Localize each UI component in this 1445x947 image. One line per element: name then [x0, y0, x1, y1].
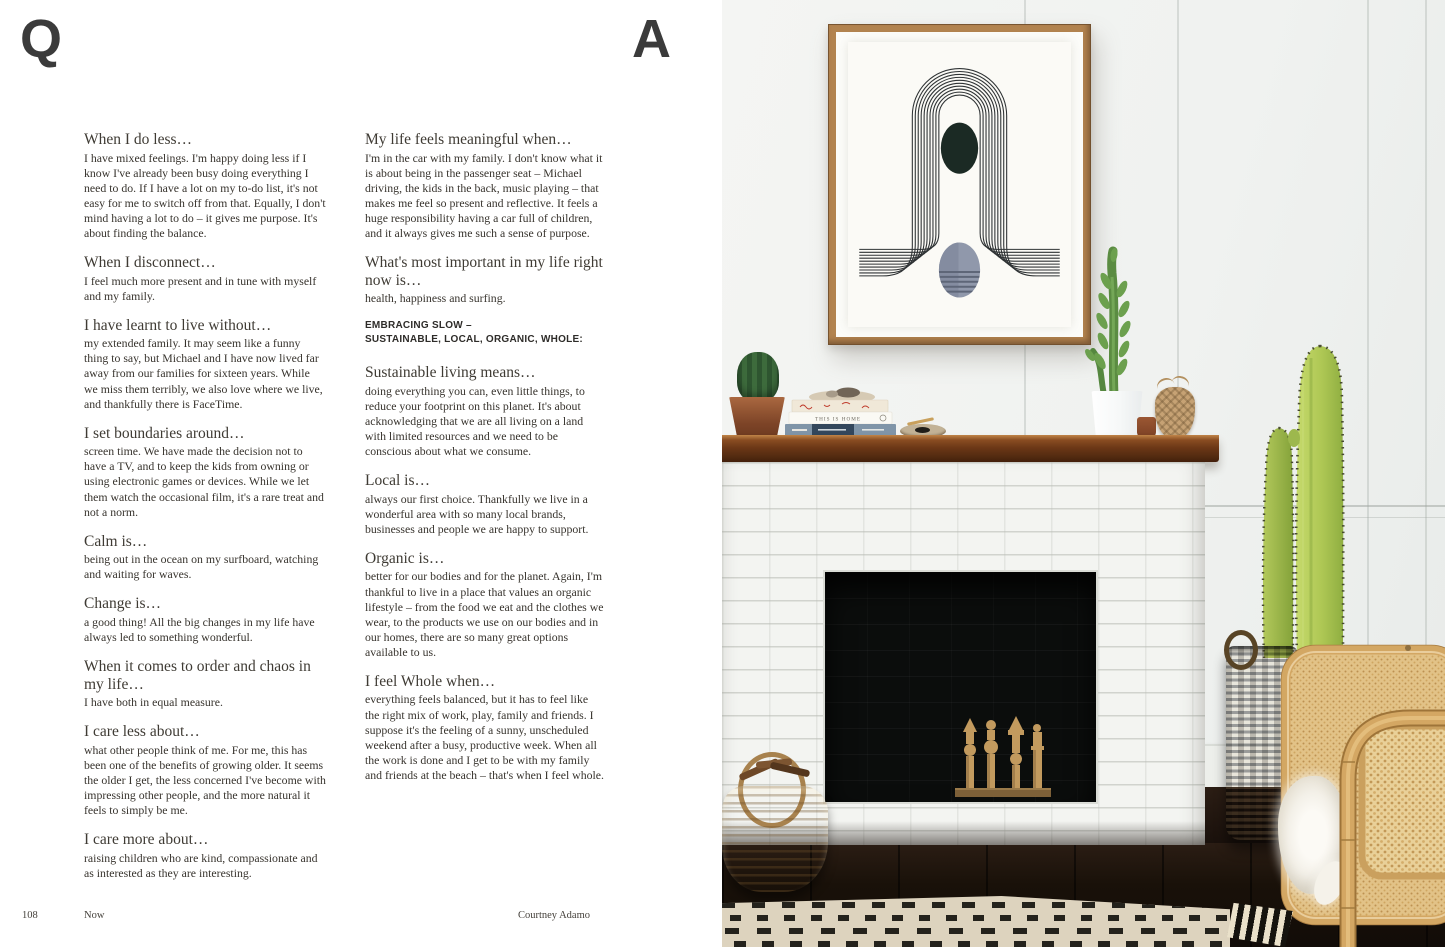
qa-item: [84, 533, 326, 583]
qa-body: I have both in equal measure.: [84, 695, 223, 710]
art-dark-oval: [941, 123, 978, 174]
qa-heading: My life feels meaningful when…: [365, 131, 572, 148]
qa-body: always our first choice. Thankfully we live in a wonderful area with so many local brands, businesses and people we are happy to support.: [365, 491, 589, 536]
section-label: [365, 319, 605, 347]
qa-body: better for our bodies and for the planet. Again, I'm thankful to live in a place that values an organic lifestyle – from the food we eat and the clothes we wear, to the products we use on our bodies and in our homes, there are so many great options available to us.: [365, 569, 604, 659]
qa-body: I have mixed feelings. I'm happy doing less if I know I've already been busy doing everything I need to do. If I have a lot on my to-do list, it's not easy for me to switch off from that. Equally, I don't mind having a lot to do – it gives me purpose. It's about finding the balance.: [84, 150, 326, 240]
qa-body: I feel much more present and in tune with myself and my family.: [84, 273, 317, 303]
qa-heading: Local is…: [365, 472, 430, 490]
book-stack-graphic: [784, 383, 898, 439]
qa-body: health, happiness and surfing.: [365, 291, 506, 306]
qa-heading: I have learnt to live without…: [84, 316, 272, 334]
qa-heading: When I disconnect…: [84, 254, 216, 272]
wall-panel-groove: [1367, 0, 1369, 648]
qa-heading: What's most important in my life right now is…: [365, 254, 603, 289]
qa-body: screen time. We have made the decision not to have a TV, and to keep the kids from owning or using electronic games or devices. While we let them watch the occasional film, it's a rare treat and not a norm.: [84, 444, 324, 519]
mantel-shelf: [722, 435, 1219, 462]
white-planter-pot: [1090, 391, 1144, 438]
rattan-chair-arm: [1278, 640, 1445, 947]
qa-body: what other people think of me. For me, this has been one of the benefits of growing older. It seems the older I get, the less concerned I've become with impressing other people, and the more natural it feels to simply be me.: [84, 742, 326, 818]
magazine-title: Now: [84, 910, 105, 921]
book-stack: [784, 383, 898, 439]
qa-item: [365, 131, 605, 241]
answer-letter: A: [632, 9, 670, 69]
qa-body: my extended family. It may seem like a funny thing to say, but Michael and I have now lived far away from our families for sixteen years. While we miss them terribly, we also love where we live, and thankfully there is FaceTime.: [84, 336, 323, 411]
firebox: [825, 572, 1096, 802]
qa-text-page: [0, 0, 722, 947]
qa-heading: I care less about…: [84, 723, 200, 741]
qa-heading: I care more about…: [84, 831, 209, 849]
qa-column-left: [84, 131, 326, 894]
qa-item: [365, 472, 605, 537]
qa-item: [365, 254, 605, 306]
incense-stick: [907, 417, 934, 426]
qa-heading: When it comes to order and chaos in my life…: [84, 658, 311, 693]
qa-body: being out in the ocean on my surfboard, watching and waiting for waves.: [84, 552, 319, 582]
author-name: Courtney Adamo: [517, 910, 590, 921]
qa-column-right: [365, 131, 605, 796]
tall-cactus: [1192, 338, 1352, 658]
art-paper: [836, 32, 1083, 337]
incense-ash: [915, 427, 930, 433]
qa-heading: Calm is…: [84, 532, 148, 550]
small-barrel-cactus: [737, 352, 779, 402]
qa-item: [365, 673, 605, 783]
light-woven-basket: [722, 786, 828, 892]
qa-item: [84, 131, 326, 241]
qa-item: [84, 317, 326, 412]
section-label-line1: EMBRACING SLOW –: [365, 320, 472, 332]
book-spine-title: THIS IS HOME: [814, 416, 862, 423]
section-label-line2: SUSTAINABLE, LOCAL, ORGANIC, WHOLE:: [365, 334, 583, 346]
qa-heading: Change is…: [84, 595, 162, 613]
euphorbia-plant: [1062, 243, 1162, 395]
qa-item: [84, 595, 326, 645]
qa-item: [365, 364, 605, 459]
qa-heading: Sustainable living means…: [365, 364, 536, 382]
qa-body: I'm in the car with my family. I don't know what it is about being in the passenger seat – Michael driving, the kids in the back, music playing – that makes me feel so present and reflective. It feels a huge responsibility having a car full of children, and it always gives me such a sense of purpose.: [365, 150, 603, 240]
qa-body: doing everything you can, even little things, to reduce your footprint on this planet. It's about acknowledging that we are all living on a land with limited resources and we need to be conscious about what we consume.: [365, 383, 585, 459]
qa-item: [84, 723, 326, 818]
woven-seagrass-vase: [1155, 387, 1195, 438]
qa-item: [365, 550, 605, 660]
question-letter: Q: [20, 9, 62, 69]
art-sheet: [848, 42, 1071, 327]
qa-heading: When I do less…: [84, 131, 193, 148]
stone-ornament: [836, 388, 860, 398]
qa-item: [84, 254, 326, 304]
wall-panel-groove: [1425, 0, 1427, 648]
qa-item: [84, 425, 326, 520]
qa-item: [84, 831, 326, 881]
interior-photo: [722, 0, 1445, 947]
page-number: 108: [22, 910, 38, 921]
wooden-toy-figures: [825, 572, 1096, 802]
qa-heading: I feel Whole when…: [365, 672, 496, 690]
qa-body: a good thing! All the big changes in my life have always led to something wonderful.: [84, 614, 315, 644]
qa-heading: I set boundaries around…: [84, 424, 245, 442]
terracotta-pot: [728, 397, 786, 438]
qa-heading: Organic is…: [365, 549, 445, 567]
qa-body: everything feels balanced, but it has to feel like the right mix of work, play, family and friends. I suppose it's the feeling of a sunny, unscheduled weekend after a busy, productive week. When all the work is done and I get to be with my family and friends at the beach – that's when I feel whole.: [365, 692, 604, 782]
qa-item: [84, 658, 326, 710]
qa-body: raising children who are kind, compassionate and as interested as they are interesting.: [84, 850, 318, 880]
framed-art-print: [828, 24, 1091, 345]
abstract-arch-artwork: [848, 42, 1071, 327]
